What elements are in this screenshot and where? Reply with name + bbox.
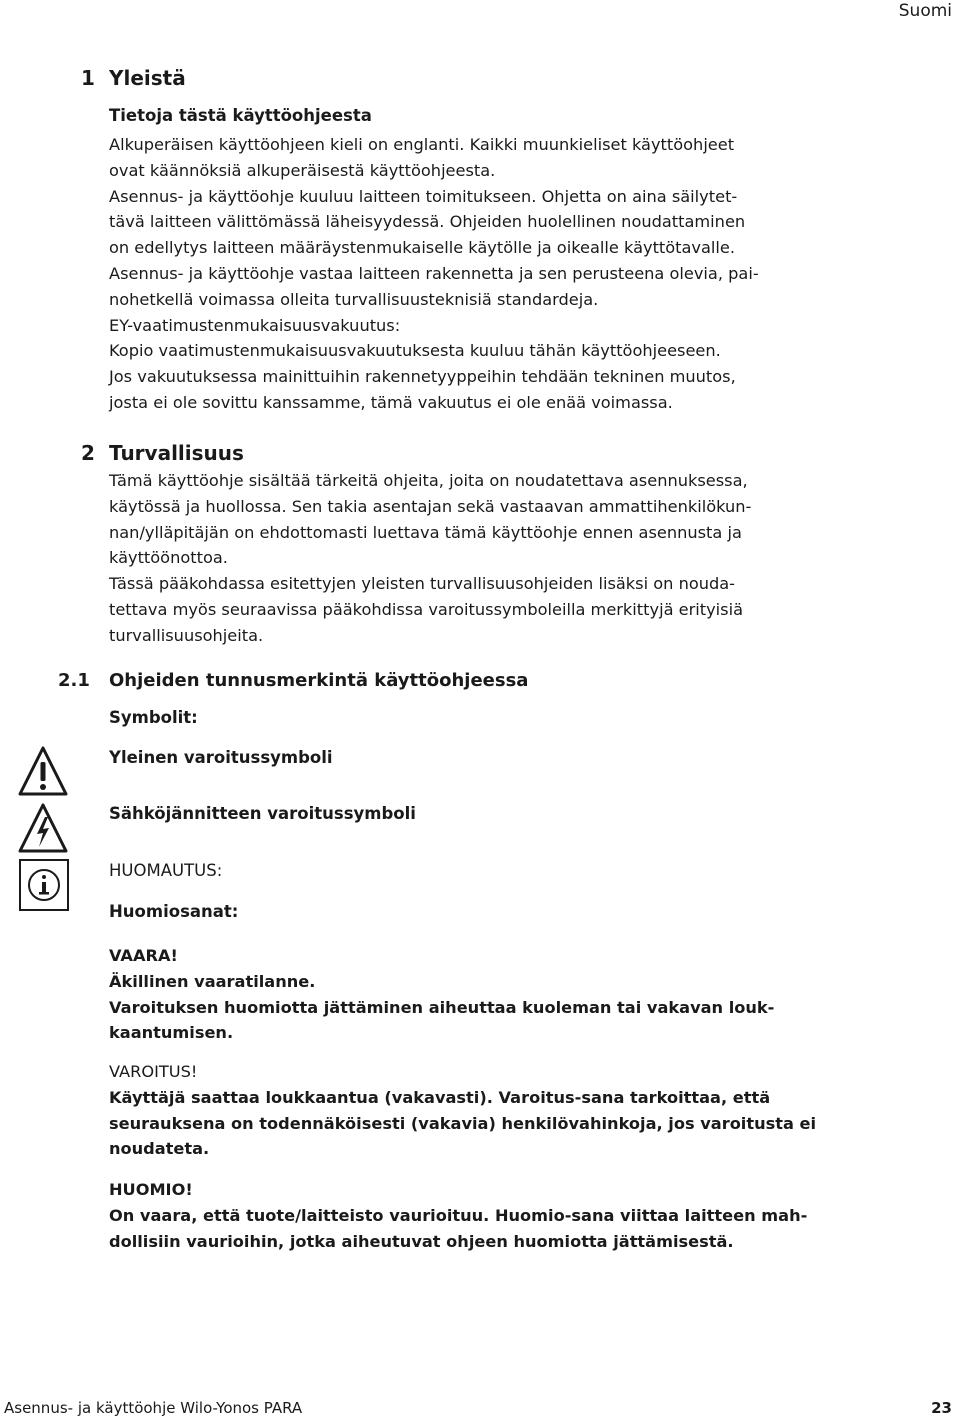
danger-block	[109, 943, 869, 1046]
language-label: Suomi	[898, 1, 952, 21]
section-1-title: Yleistä	[109, 66, 186, 90]
section-1-body	[109, 132, 869, 416]
body-line: Käyttäjä saattaa loukkaantua (vakavasti). Varoitus-sana tarkoittaa, että	[109, 1087, 771, 1107]
body-line: seurauksena on todennäköisesti (vakavia) henkilövahinkoja, jos varoitusta ei	[109, 1113, 817, 1133]
footer-doc-title: Asennus- ja käyttöohje Wilo-Yonos PARA	[4, 1399, 303, 1417]
body-line: Asennus- ja käyttöohje kuuluu laitteen toimitukseen. Ohjetta on aina säilytet-	[109, 186, 738, 206]
body-line: dollisiin vaurioihin, jotka aiheutuvat ohjeen huomiotta jättämisestä.	[109, 1231, 734, 1251]
body-line: EY-vaatimustenmukaisuusvakuutus:	[109, 315, 401, 335]
body-line: nohetkellä voimassa olleita turvallisuusteknisiä standardeja.	[109, 289, 599, 309]
electric-warning-icon	[18, 802, 68, 854]
body-line: on edellytys laitteen määräystenmukaiselle käytölle ja oikealle käyttötavalle.	[109, 238, 736, 258]
page-number: 23	[931, 1399, 952, 1417]
body-line: nan/ylläpitäjän on ehdottomasti luettava tämä käyttöohje ennen asennusta ja	[109, 522, 742, 542]
section-2-body	[109, 468, 869, 649]
body-line: josta ei ole sovittu kanssamme, tämä vakuutus ei ole enää voimassa.	[109, 392, 673, 412]
electric-warning-label: Sähköjännitteen varoitussymboli	[109, 804, 416, 823]
general-warning-label: Yleinen varoitussymboli	[109, 748, 333, 767]
section-2-number: 2	[81, 441, 95, 465]
body-line: Tässä pääkohdassa esitettyjen yleisten turvallisuusohjeiden lisäksi on nouda-	[109, 574, 736, 594]
section-2-title: Turvallisuus	[109, 441, 244, 465]
section-2-1-title: Ohjeiden tunnusmerkintä käyttöohjeessa	[109, 670, 529, 691]
body-line: tävä laitteen välittömässä läheisyydessä. Ohjeiden huolellinen noudattaminen	[109, 212, 746, 232]
general-warning-icon	[18, 745, 68, 797]
warning-word: VAROITUS!	[109, 1062, 198, 1081]
section-1-number: 1	[81, 66, 95, 90]
caution-block	[109, 1177, 869, 1254]
body-line: käyttöönottoa.	[109, 548, 228, 568]
warning-block	[109, 1059, 869, 1162]
signal-words-label: Huomiosanat:	[109, 902, 239, 921]
body-line: On vaara, että tuote/laitteisto vaurioituu. Huomio-sana viittaa laitteen mah-	[109, 1205, 808, 1225]
body-line: Alkuperäisen käyttöohjeen kieli on englanti. Kaikki muunkieliset käyttöohjeet	[109, 135, 735, 154]
notice-label: HUOMAUTUS:	[109, 861, 223, 880]
body-line: Asennus- ja käyttöohje vastaa laitteen rakennetta ja sen perusteena olevia, pai-	[109, 263, 759, 283]
danger-word: VAARA!	[109, 946, 178, 965]
body-line: turvallisuusohjeita.	[109, 625, 264, 645]
body-line: Äkillinen vaaratilanne.	[109, 971, 316, 991]
section-1-subtitle: Tietoja tästä käyttöohjeesta	[109, 106, 372, 125]
body-line: tettava myös seuraavissa pääkohdissa varoitussymboleilla merkittyjä erityisiä	[109, 599, 744, 619]
symbols-label: Symbolit:	[109, 708, 198, 727]
body-line: Jos vakuutuksessa mainittuihin rakennetyyppeihin tehdään tekninen muutos,	[109, 367, 736, 387]
body-line: noudateta.	[109, 1139, 210, 1159]
body-line: Varoituksen huomiotta jättäminen aiheuttaa kuoleman tai vakavan louk-	[109, 997, 775, 1017]
body-line: Tämä käyttöohje sisältää tärkeitä ohjeita, joita on noudatettava asennuksessa,	[109, 471, 748, 490]
caution-word: HUOMIO!	[109, 1180, 193, 1199]
section-2-1-number: 2.1	[58, 670, 90, 691]
info-icon	[18, 858, 70, 912]
body-line: käytössä ja huollossa. Sen takia asentajan sekä vastaavan ammattihenkilökun-	[109, 496, 752, 516]
body-line: Kopio vaatimustenmukaisuusvakuutuksesta kuuluu tähän käyttöohjeeseen.	[109, 341, 721, 361]
body-line: ovat käännöksiä alkuperäisestä käyttöohjeesta.	[109, 160, 496, 180]
body-line: kaantumisen.	[109, 1023, 234, 1043]
